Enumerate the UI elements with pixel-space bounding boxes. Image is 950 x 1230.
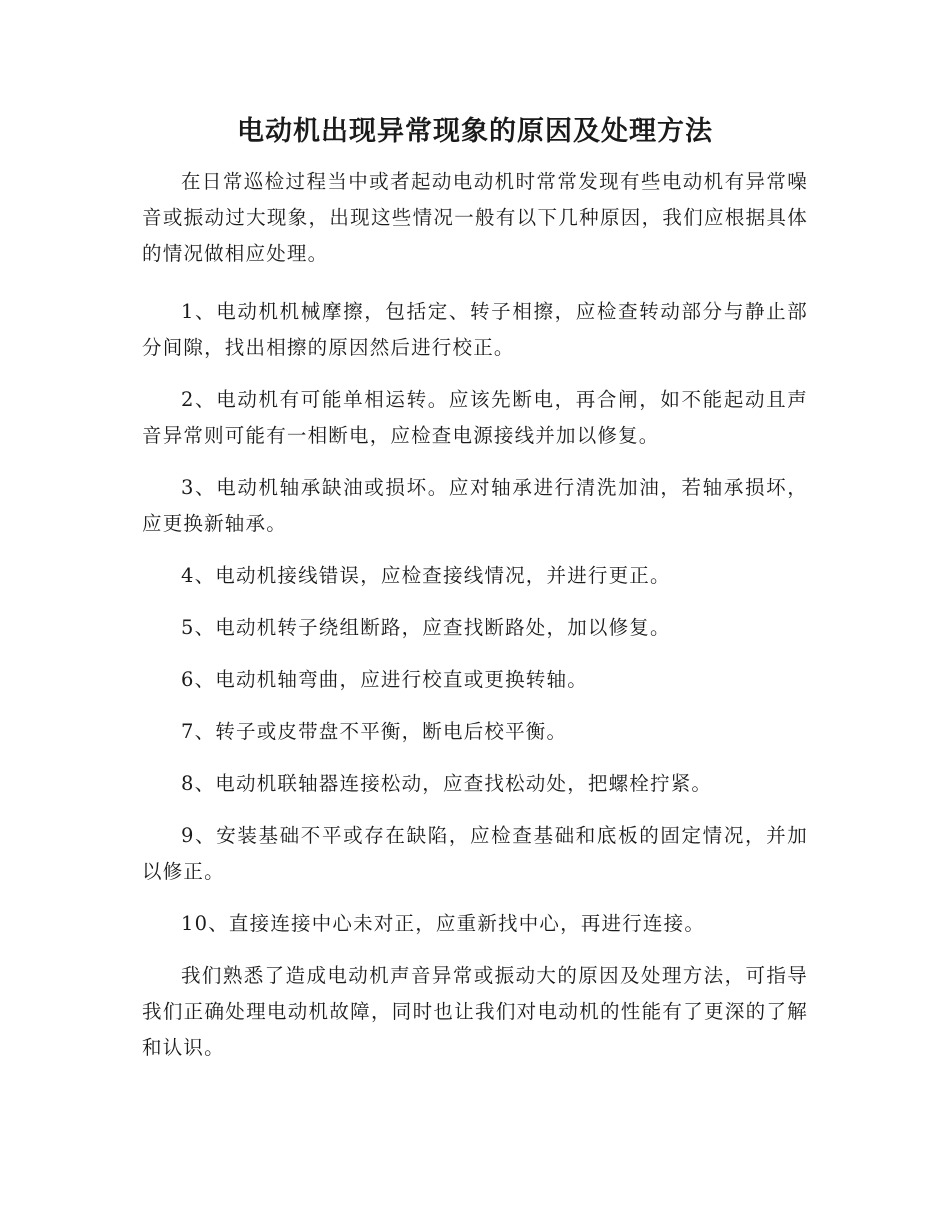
cause-item-4: 4、电动机接线错误，应检查接线情况，并进行更正。	[181, 564, 671, 587]
cause-item-3: 3、电动机轴承缺油或损坏。应对轴承进行清洗加油，若轴承损坏，应更换新轴承。	[142, 476, 808, 535]
cause-item-1: 1、电动机机械摩擦，包括定、转子相擦，应检查转动部分与静止部分间隙，找出相擦的原因然后进行校正。	[142, 300, 808, 359]
document-title: 电动机出现异常现象的原因及处理方法	[237, 116, 713, 147]
cause-item-10: 10、直接连接中心未对正，应重新找中心，再进行连接。	[181, 912, 706, 935]
cause-item-5: 5、电动机转子绕组断路，应查找断路处，加以修复。	[181, 616, 671, 639]
cause-item-8: 8、电动机联轴器连接松动，应查找松动处，把螺栓拧紧。	[181, 772, 713, 795]
cause-item-2: 2、电动机有可能单相运转。应该先断电，再合闸，如不能起动且声音异常则可能有一相断电，应检查电源接线并加以修复。	[142, 388, 808, 447]
cause-item-9: 9、安装基础不平或存在缺陷，应检查基础和底板的固定情况，并加以修正。	[142, 824, 808, 883]
cause-item-6: 6、电动机轴弯曲，应进行校直或更换转轴。	[181, 668, 588, 691]
intro-paragraph: 在日常巡检过程当中或者起动电动机时常常发现有些电动机有异常噪音或振动过大现象，出现这些情况一般有以下几种原因，我们应根据具体的情况做相应处理。	[142, 170, 808, 265]
conclusion-paragraph: 我们熟悉了造成电动机声音异常或振动大的原因及处理方法，可指导我们正确处理电动机故障，同时也让我们对电动机的性能有了更深的了解和认识。	[142, 964, 808, 1059]
cause-item-7: 7、转子或皮带盘不平衡，断电后校平衡。	[181, 720, 568, 743]
document-body	[142, 164, 808, 1082]
